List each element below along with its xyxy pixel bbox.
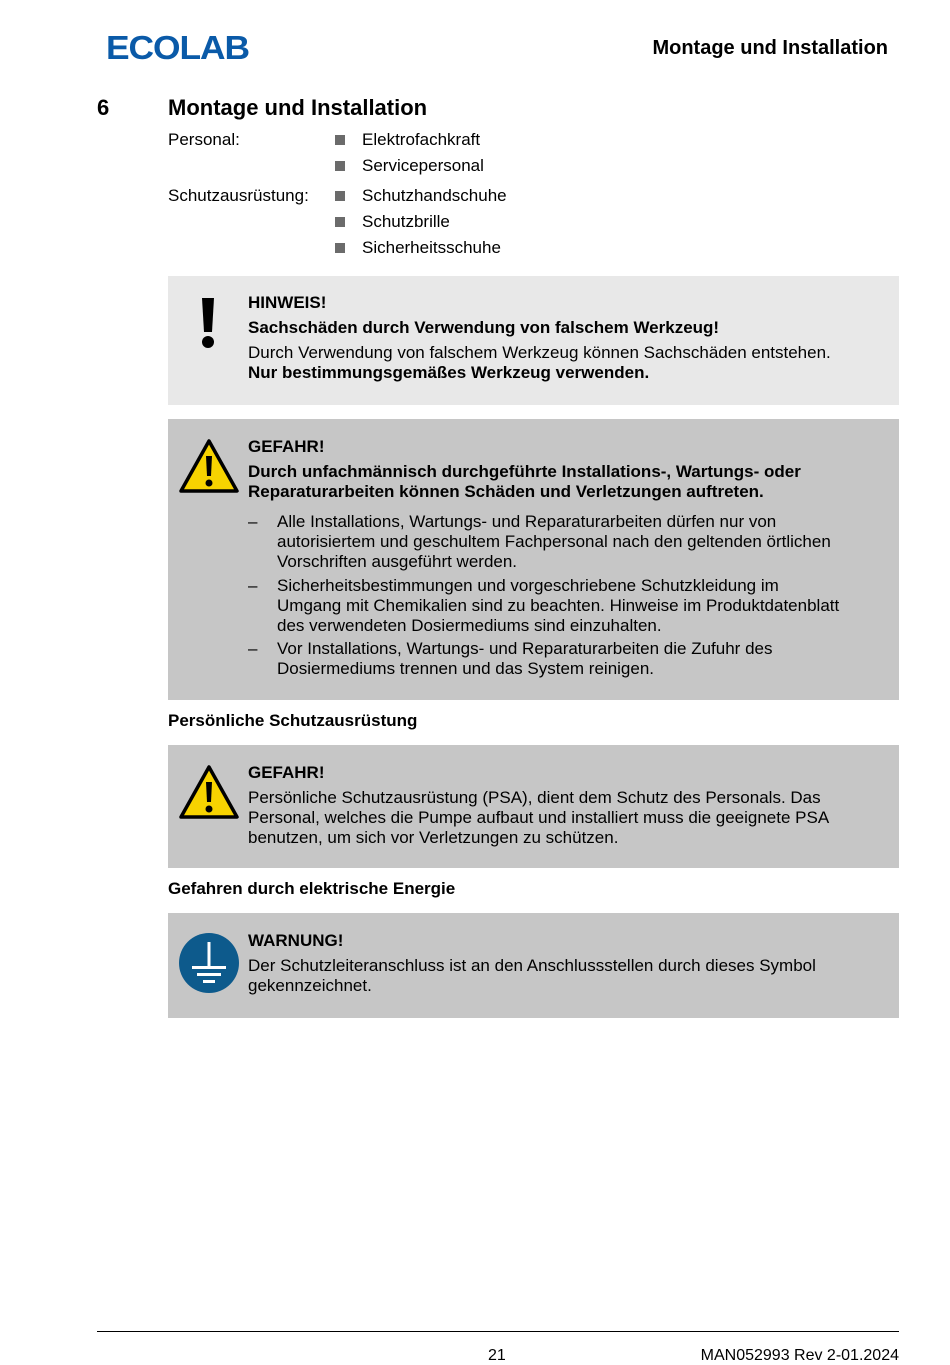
notice-signal-word: HINWEIS! <box>248 293 327 312</box>
page-number: 21 <box>488 1347 506 1364</box>
warning-text-line: Der Schutzleiteranschluss ist an den Anschlussstellen durch dieses Symbol <box>248 956 816 975</box>
chapter-title: Montage und Installation <box>168 95 428 120</box>
danger-box-psa <box>168 745 899 868</box>
protection-item: Schutzhandschuhe <box>362 186 507 205</box>
bullet-square <box>335 243 345 253</box>
warning-text-line: gekennzeichnet. <box>248 976 372 995</box>
list-item-line: des verwendeten Dosiermediums sind einzuhalten. <box>277 616 662 635</box>
danger-box <box>168 419 899 700</box>
list-item-line: Alle Installations, Wartungs- und Reparaturarbeiten dürfen nur von <box>277 512 777 531</box>
protection-label: Schutzausrüstung: <box>168 186 309 205</box>
ground-symbol-icon <box>178 932 240 994</box>
warning-triangle-icon <box>178 438 240 494</box>
danger-headline-line: Durch unfachmännisch durchgeführte Installations-, Wartungs- oder <box>248 462 801 481</box>
bullet-square <box>335 161 345 171</box>
danger-text <box>248 788 881 848</box>
notice-text: Durch Verwendung von falschem Werkzeug können Sachschäden entstehen. <box>248 343 831 362</box>
list-item-line: Umgang mit Chemikalien sind zu beachten. Hinweise im Produktdatenblatt <box>277 596 840 615</box>
list-item <box>248 576 881 636</box>
danger-signal-word: GEFAHR! <box>248 763 325 782</box>
danger-text-line: Personal, welches die Pumpe aufbaut und installiert muss die geeignete PSA <box>248 808 830 827</box>
danger-signal-word: GEFAHR! <box>248 437 325 456</box>
list-item-line: Vorschriften ausgeführt werden. <box>277 552 518 571</box>
section-title-psa: Persönliche Schutzausrüstung <box>168 711 418 730</box>
list-item-line: Sicherheitsbestimmungen und vorgeschriebene Schutzkleidung im <box>277 576 779 595</box>
protection-item: Sicherheitsschuhe <box>362 238 501 257</box>
chapter-number: 6 <box>97 95 110 120</box>
list-item-line: Dosiermediums trennen und das System reinigen. <box>277 659 655 678</box>
list-item <box>248 639 881 679</box>
header-title: Montage und Installation <box>652 37 888 59</box>
warning-triangle-icon <box>178 764 240 820</box>
dash-bullet: – <box>248 512 258 531</box>
bullet-square <box>335 217 345 227</box>
personnel-item: Servicepersonal <box>362 156 484 175</box>
logo-text: ECOLAB <box>106 30 250 62</box>
danger-headline-line: Reparaturarbeiten können Schäden und Verletzungen auftreten. <box>248 482 764 501</box>
personnel-item: Elektrofachkraft <box>362 130 481 149</box>
protection-item: Schutzbrille <box>362 212 450 231</box>
dash-bullet: – <box>248 639 258 658</box>
danger-text-line: Persönliche Schutzausrüstung (PSA), dient dem Schutz des Personals. Das <box>248 788 821 807</box>
exclamation-icon <box>199 296 217 350</box>
list-item-line: Vor Installations, Wartungs- und Reparaturarbeiten die Zufuhr des <box>277 639 773 658</box>
danger-text-line: benutzen, um sich vor Verletzungen zu schützen. <box>248 828 619 847</box>
ecolab-logo <box>106 30 256 62</box>
bullet-square <box>335 191 345 201</box>
notice-box <box>168 276 899 405</box>
dash-bullet: – <box>248 576 258 595</box>
document-id: MAN052993 Rev 2-01.2024 <box>700 1347 899 1364</box>
notice-action: Nur bestimmungsgemäßes Werkzeug verwenden. <box>248 363 650 382</box>
notice-headline: Sachschäden durch Verwendung von falschem Werkzeug! <box>248 318 720 337</box>
footer-divider <box>97 1331 899 1332</box>
bullet-square <box>335 135 345 145</box>
warning-signal-word: WARNUNG! <box>248 931 344 950</box>
warning-text <box>248 956 881 996</box>
warning-box <box>168 913 899 1018</box>
danger-headline <box>248 462 881 502</box>
section-title-electric: Gefahren durch elektrische Energie <box>168 879 456 898</box>
personnel-label: Personal: <box>168 130 240 149</box>
list-item-line: autorisiertem und geschultem Fachpersonal nach den geltenden örtlichen <box>277 532 831 551</box>
list-item <box>248 512 881 572</box>
